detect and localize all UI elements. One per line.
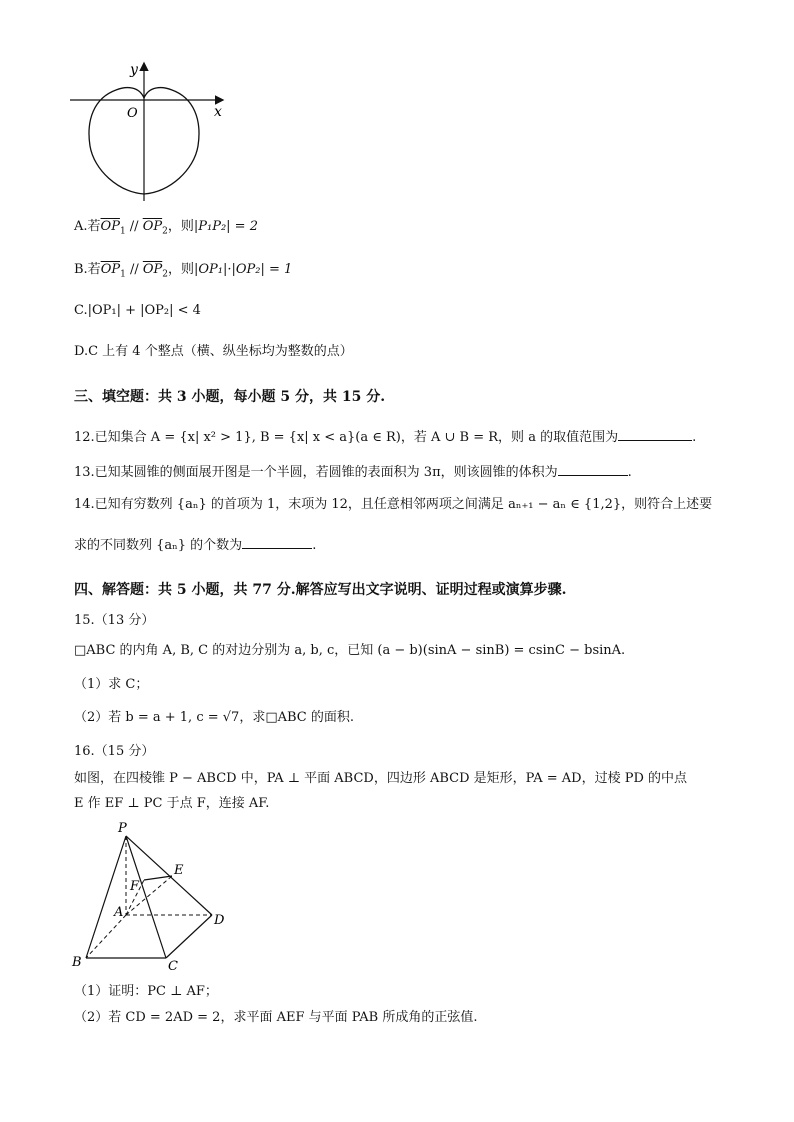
section3-title: 三、填空题：共 3 小题，每小题 5 分，共 15 分. [74, 389, 386, 405]
option-b [74, 261, 292, 284]
edge-AB [86, 915, 126, 958]
q15-part2: （2）若 b = a + 1, c = √7，求□ABC 的面积. [74, 710, 354, 725]
question-14-line2 [74, 534, 316, 555]
option-c: C.|OP₁| + |OP₂| < 4 [74, 303, 201, 318]
q13-end: . [627, 465, 632, 480]
option-b-prefix: B.若 [74, 262, 101, 277]
q15-header: 15.（13 分） [74, 613, 155, 628]
q16-part2: （2）若 CD = 2AD = 2，求平面 AEF 与平面 PAB 所成角的正弦值. [74, 1010, 478, 1025]
q13-answer-blank[interactable] [558, 461, 628, 476]
label-P: P [118, 821, 127, 836]
option-a-sub2: 2 [162, 226, 168, 237]
label-A: A [114, 905, 124, 920]
q15-part1: （1）求 C； [74, 677, 149, 692]
label-F: F [130, 879, 140, 894]
edge-PB [86, 836, 126, 958]
q15-stem: □ABC 的内角 A, B, C 的对边分别为 a, b, c，已知 (a − b)(sinA − sinB) = csinC − bsinA. [74, 643, 626, 658]
question-14-line1: 14.已知有穷数列 {aₙ} 的首项为 1，末项为 12，且任意相邻两项之间满足 aₙ₊₁ − aₙ ∈ {1,2}，则符合上述要 [74, 497, 713, 512]
option-a-sub1: 1 [119, 226, 126, 237]
option-d: D.C 上有 4 个整点（横、纵坐标均为整数的点） [74, 344, 353, 359]
question-13 [74, 461, 632, 482]
q16-part1: （1）证明：PC ⊥ AF； [74, 984, 218, 999]
label-E: E [174, 863, 184, 878]
option-a-vec2: $\overline{OP}$ [142, 219, 163, 234]
option-b-expr: |OP₁|·|OP₂| = 1 [194, 262, 293, 277]
label-B: B [72, 955, 82, 970]
q14-end: . [312, 538, 317, 553]
option-b-sub1: 1 [120, 269, 126, 280]
q12-answer-blank[interactable] [618, 426, 692, 441]
q16-stem1: 如图，在四棱锥 P − ABCD 中，PA ⊥ 平面 ABCD，四边形 ABCD 是矩形，PA = AD，过棱 PD 的中点 [74, 771, 687, 786]
q16-stem2: E 作 EF ⊥ PC 于点 F，连接 AF. [74, 796, 270, 811]
option-a-prefix: A.若 [74, 219, 101, 234]
option-a-mid: ，则 [167, 219, 194, 234]
option-a-expr: |P₁P₂| = 2 [193, 219, 258, 234]
option-a-vec1: $\overline{OP}$ [100, 219, 120, 234]
option-a [74, 218, 258, 241]
y-label: y [130, 62, 138, 78]
question-12 [74, 426, 696, 447]
label-D: D [214, 913, 225, 928]
section4-title: 四、解答题：共 5 小题，共 77 分.解答应写出文字说明、证明过程或演算步骤. [74, 582, 567, 598]
q14-answer-blank[interactable] [242, 534, 312, 549]
edge-EF [144, 876, 172, 880]
option-b-parallel: // [125, 262, 143, 277]
edge-CD [166, 915, 212, 958]
curve-figure [64, 58, 234, 208]
option-b-vec1: $\overline{OP}$ [100, 262, 121, 277]
label-C: C [168, 959, 178, 974]
q12-text: 12.已知集合 A = {x| x² > 1}, B = {x| x < a}(a ∈ R)，若 A ∪ B = R，则 a 的取值范围为 [74, 430, 619, 445]
q16-header: 16.（15 分） [74, 744, 155, 759]
option-b-vec2: $\overline{OP}$ [142, 262, 163, 277]
q14-line2-text: 求的不同数列 {aₙ} 的个数为 [74, 538, 243, 553]
pyramid-figure [68, 818, 238, 976]
x-label: x [214, 104, 222, 120]
option-b-sub2: 2 [162, 269, 168, 280]
option-b-mid: ，则 [168, 262, 195, 277]
option-a-parallel: // [125, 219, 143, 234]
origin-label: O [127, 106, 138, 121]
q13-text: 13.已知某圆锥的侧面展开图是一个半圆，若圆锥的表面积为 3π，则该圆锥的体积为 [74, 465, 558, 480]
q12-end: . [692, 430, 697, 445]
